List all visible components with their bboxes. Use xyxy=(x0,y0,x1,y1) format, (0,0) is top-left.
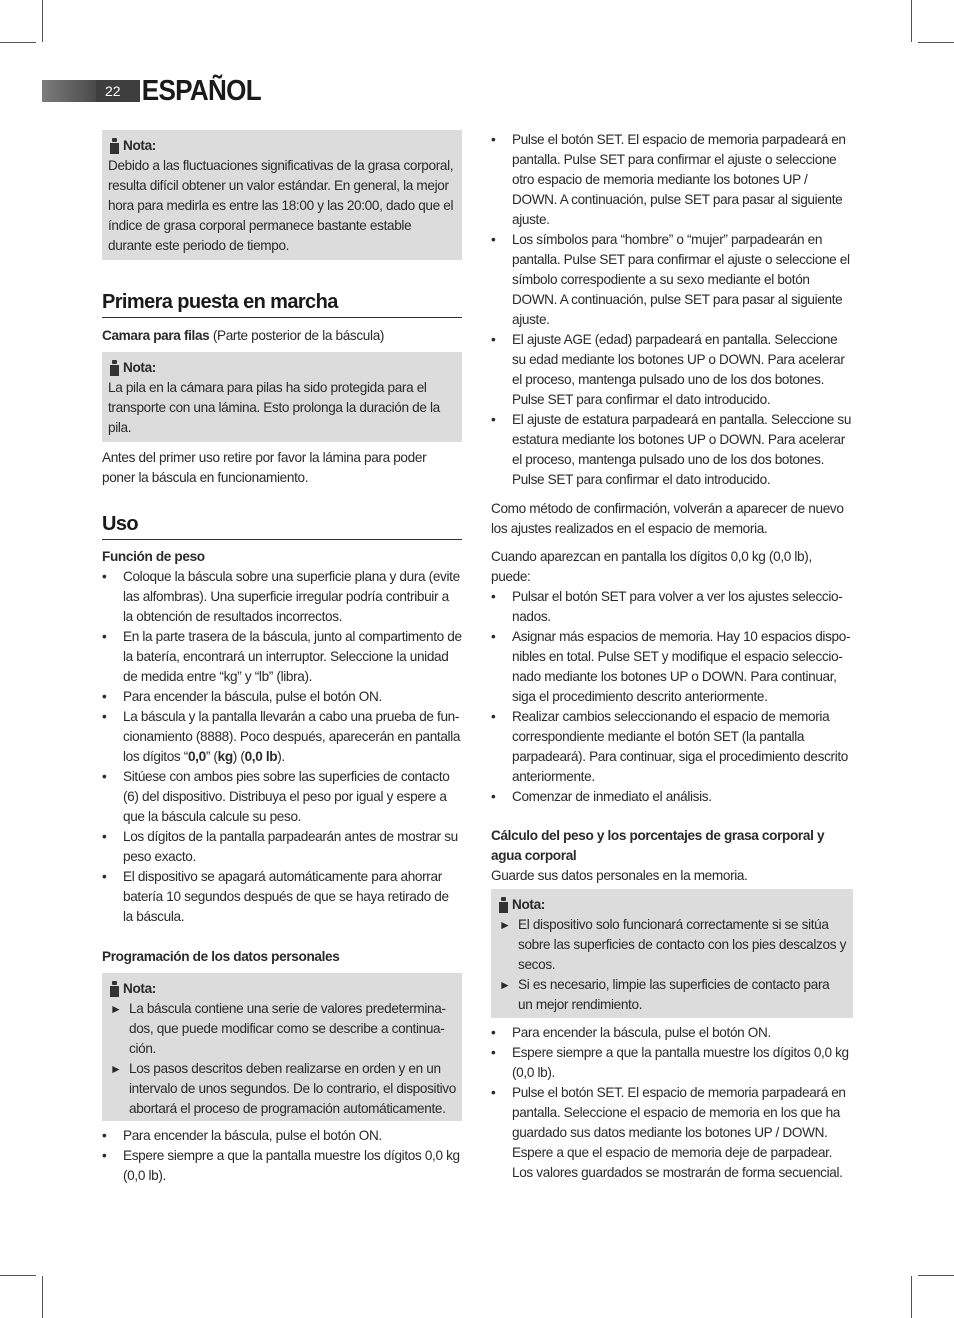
note-text: Debido a las fluctuaciones significativas de la grasa corporal, resulta difícil obtener un valor estándar. En general, la mejor hora para medirla es entre las 18:00 y las 20:00, dado que el índice de grasa corporal permanece bastante estable durante este periodo de tiempo. xyxy=(108,158,454,253)
crop-mark xyxy=(42,1276,43,1318)
section-title: Primera puesta en marcha xyxy=(102,288,462,318)
info-icon xyxy=(110,981,119,997)
list-item: ► El dispositivo solo funcionará correctamente si se sitúa sobre las superficies de contacto con los pies descalzos y secos. xyxy=(499,917,847,972)
arrow-list xyxy=(497,915,847,1015)
bullet-list xyxy=(491,587,853,807)
right-column xyxy=(491,130,853,1183)
note-heading xyxy=(108,979,456,999)
arrow-right-icon: ► xyxy=(110,1062,122,1076)
battery-location: (Parte posterior de la báscula) xyxy=(209,328,385,343)
note-box xyxy=(102,352,462,442)
page-title: ESPAÑOL xyxy=(140,72,265,110)
note-box xyxy=(102,130,462,260)
header-bar xyxy=(42,80,96,102)
crop-mark xyxy=(911,0,912,42)
list-item: • Pulsar el botón SET para volver a ver los ajustes seleccionados. xyxy=(491,589,843,624)
subsection-title: Cálculo del peso y los porcentajes de grasa corporal y agua corporal xyxy=(491,828,825,863)
info-icon xyxy=(499,897,508,913)
note-label: Nota: xyxy=(123,360,156,375)
note-label: Nota: xyxy=(123,981,156,996)
list-item: • Para encender la báscula, pulse el botón ON. xyxy=(102,689,382,704)
note-heading xyxy=(108,358,456,378)
bullet-list xyxy=(491,130,853,490)
note-heading xyxy=(497,895,847,915)
list-item: • El dispositivo se apagará automáticamente para ahorrar batería 10 segundos después de que se haya retirado de la báscula. xyxy=(102,869,449,924)
page-number: 22 xyxy=(96,80,173,102)
crop-mark xyxy=(42,0,43,42)
crop-mark xyxy=(918,1275,954,1276)
arrow-right-icon: ► xyxy=(499,978,511,992)
section-title: Uso xyxy=(102,510,462,540)
crop-mark xyxy=(918,42,954,43)
list-item: • Pulse el botón SET. El espacio de memoria parpadeará en pantalla. Seleccione el espacio de memoria en los que ha guardado sus datos mediante los botones UP / DOWN. Espere a que el espacio de memoria deje de parpadear. Los valores guardados se mostrarán de forma secuencial. xyxy=(491,1085,846,1180)
info-icon xyxy=(110,138,119,154)
list-item: • El ajuste de estatura parpadeará en pantalla. Seleccione su estatura mediante los botones UP o DOWN. Para acelerar el proceso, mantenga pulsado uno de los dos botones. Pulse SET para confirmar el dato introducido. xyxy=(491,412,852,487)
list-item: ► Si es necesario, limpie las superficies de contacto para un mejor rendimiento. xyxy=(499,977,830,1012)
arrow-right-icon: ► xyxy=(499,918,511,932)
paragraph: Cuando aparezcan en pantalla los dígitos 0,0 kg (0,0 lb), puede: xyxy=(491,549,812,584)
list-item: • Sitúese con ambos pies sobre las superficies de contacto (6) del dispositivo. Distribuya el peso por igual y espere a que la báscula calcule su peso. xyxy=(102,769,450,824)
subsection-title: Función de peso xyxy=(102,549,205,564)
crop-mark xyxy=(0,42,36,43)
bullet-list xyxy=(491,1023,853,1183)
list-item: • Pulse el botón SET. El espacio de memoria parpadeará en pantalla. Pulse SET para confirmar el ajuste o seleccione otro espacio de memoria mediante los botones UP / DOWN. A continuación, pulse SET para pasar al siguiente ajuste. xyxy=(491,132,846,227)
arrow-right-icon: ► xyxy=(110,1002,122,1016)
arrow-list xyxy=(108,999,456,1119)
subsection-title: Programación de los datos personales xyxy=(102,949,340,964)
note-box xyxy=(491,889,853,1018)
note-label: Nota: xyxy=(123,138,156,153)
crop-mark xyxy=(0,1275,36,1276)
list-item: • Los símbolos para “hombre” o “mujer” parpadearán en pantalla. Pulse SET para confirmar el ajuste o seleccione el símbolo correspodiente a su sexo mediante el botón DOWN. A continuación, pulse SET para pasar al siguiente ajuste. xyxy=(491,232,850,327)
note-label: Nota: xyxy=(512,897,545,912)
bullet-list xyxy=(102,567,462,927)
list-item: • Para encender la báscula, pulse el botón ON. xyxy=(491,1025,771,1040)
list-item: • Comenzar de inmediato el análisis. xyxy=(491,789,712,804)
list-item: ► Los pasos descritos deben realizarse en orden y en un intervalo de unos segundos. De lo contrario, el dispositivo abortará el proceso de programación automáticamente. xyxy=(110,1061,456,1116)
list-item: • Realizar cambios seleccionando el espacio de memoria correspondiente mediante el botón SET (la pantalla parpadeará). Para continuar, siga el procedimiento descrito anteriormente. xyxy=(491,709,849,784)
info-icon xyxy=(110,360,119,376)
paragraph: Como método de confirmación, volverán a aparecer de nuevo los ajustes realizados en el espacio de memoria. xyxy=(491,501,844,536)
list-item: • Coloque la báscula sobre una superficie plana y dura (evite las alfombras). Una superficie irregular podría contribuir a la obtención de resultados incorrectos. xyxy=(102,569,460,624)
list-item: ► La báscula contiene una serie de valores predeterminados, que puede modificar como se describe a continuación. xyxy=(110,1001,446,1056)
crop-mark xyxy=(911,1276,912,1318)
list-item: • Para encender la báscula, pulse el botón ON. xyxy=(102,1128,382,1143)
battery-compartment-line xyxy=(102,326,462,346)
paragraph: Guarde sus datos personales en la memoria. xyxy=(491,868,748,883)
left-column xyxy=(102,130,462,1186)
list-item: • El ajuste AGE (edad) parpadeará en pantalla. Seleccione su edad mediante los botones UP o DOWN. Para acelerar el proceso, mantenga pulsado uno de los dos botones. Pulse SET para confirmar el dato introducido. xyxy=(491,332,845,407)
list-item: • Asignar más espacios de memoria. Hay 10 espacios disponibles en total. Pulse SET y modifique el espacio seleccionado mediante los botones UP o DOWN. Para continuar, siga el procedimiento descrito anteriormente. xyxy=(491,629,851,704)
note-text: La pila en la cámara para pilas ha sido protegida para el transporte con una lámina. Esto prolonga la duración de la pila. xyxy=(108,380,440,435)
battery-label: Camara para filas xyxy=(102,328,210,343)
list-item: • La báscula y la pantalla llevarán a cabo una prueba de funcionamiento (8888). Poco después, aparecerán en pantalla los dígitos “0,0” (kg) (0,0 lb). xyxy=(102,709,461,764)
note-box xyxy=(102,973,462,1121)
list-item: • Los dígitos de la pantalla parpadearán antes de mostrar su peso exacto. xyxy=(102,829,458,864)
list-item: • Espere siempre a que la pantalla muestre los dígitos 0,0 kg (0,0 lb). xyxy=(491,1045,849,1080)
paragraph: Antes del primer uso retire por favor la lámina para poder poner la báscula en funcionamiento. xyxy=(102,450,427,485)
list-item: • En la parte trasera de la báscula, junto al compartimento de la batería, encontrará un interruptor. Seleccione la unidad de medida entre “kg” y “lb” (libra). xyxy=(102,629,462,684)
note-heading xyxy=(108,136,456,156)
bullet-list xyxy=(102,1126,462,1186)
list-item: • Espere siempre a que la pantalla muestre los dígitos 0,0 kg (0,0 lb). xyxy=(102,1148,460,1183)
